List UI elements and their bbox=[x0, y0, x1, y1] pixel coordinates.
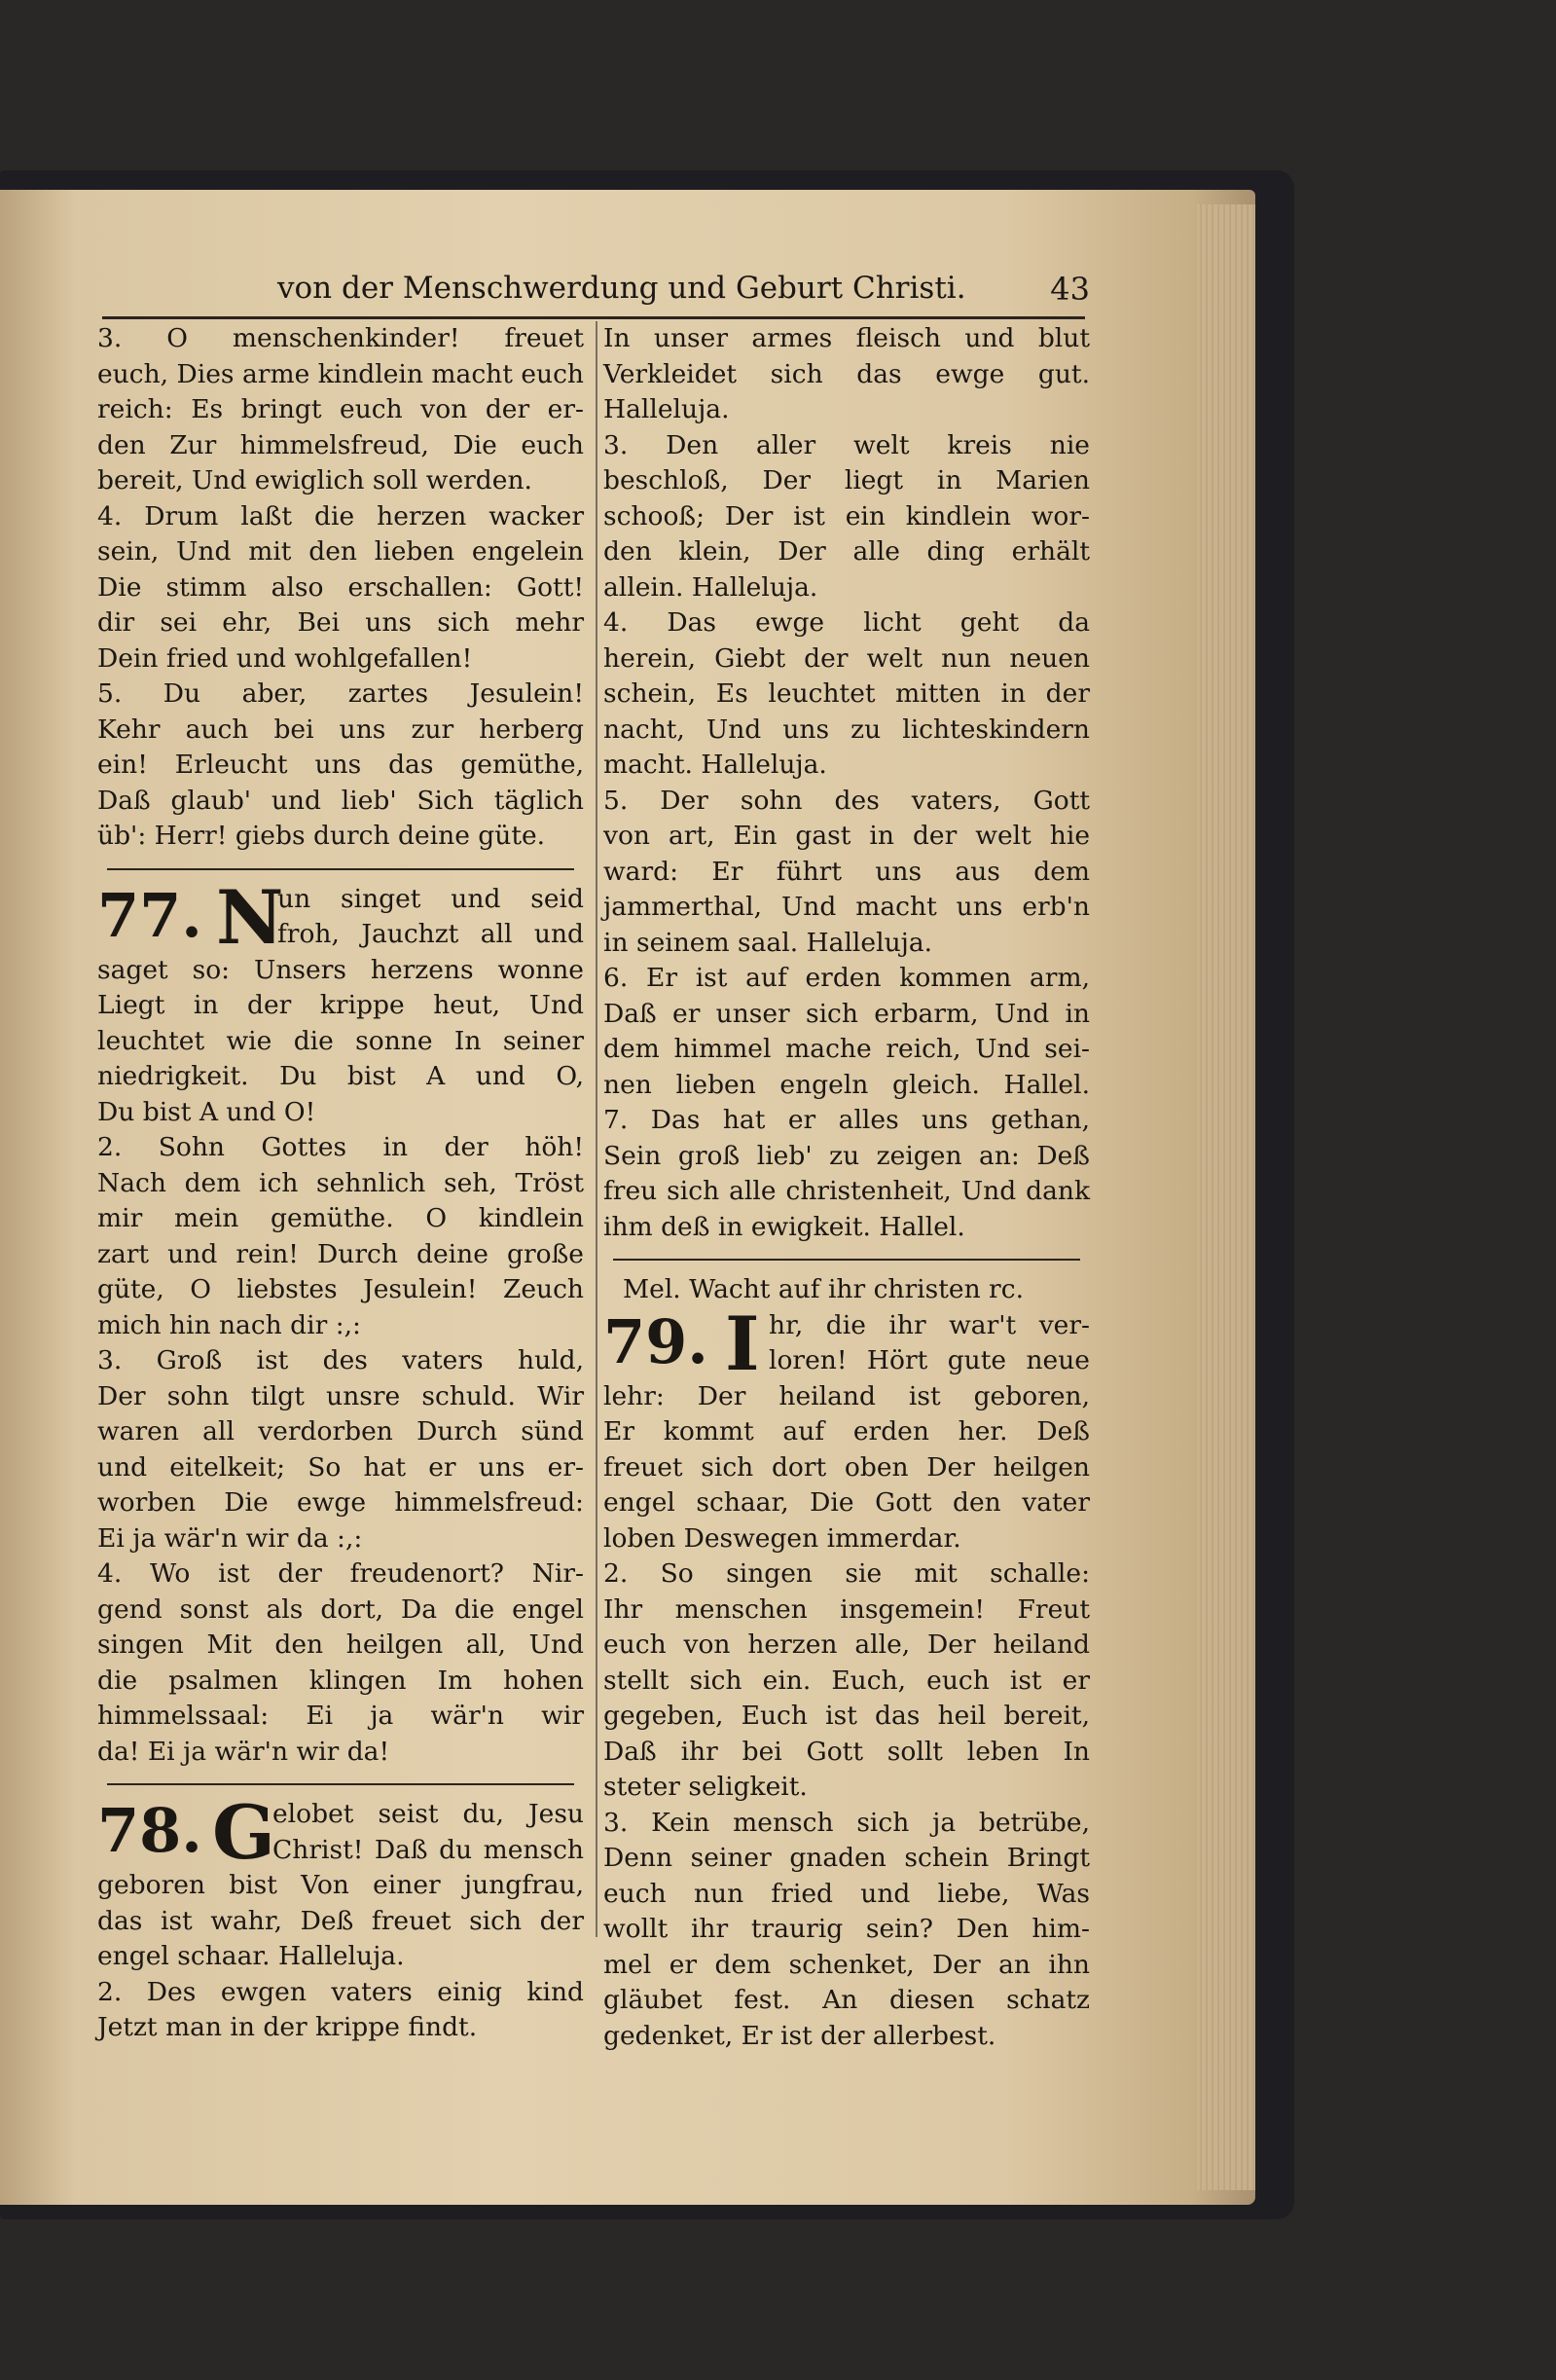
text-line: Ei ja wär'n wir da :,: bbox=[97, 1522, 363, 1554]
text-line: freuet sich dort oben Der heilgen bbox=[603, 1451, 1090, 1483]
text-line: und eitelkeit; So hat er uns er- bbox=[97, 1451, 584, 1483]
text-line: In unser armes fleisch und blut bbox=[603, 323, 1090, 353]
text-line: sein, Und mit den lieben engelein bbox=[97, 536, 584, 567]
text-line: Verkleidet sich das ewge gut. bbox=[603, 358, 1090, 389]
text-line: Christ! Daß du mensch bbox=[272, 1834, 584, 1865]
text-line: himmelssaal: Ei ja wär'n wir bbox=[97, 1701, 584, 1731]
text-line: loben Deswegen immerdar. bbox=[603, 1522, 961, 1554]
text-line: ein! Erleucht uns das gemüthe, bbox=[97, 750, 584, 780]
page-edges bbox=[1197, 204, 1255, 2190]
text-line: gegeben, Euch ist das heil bereit, bbox=[603, 1701, 1090, 1731]
text-line: saget so: Unsers herzens wonne bbox=[97, 954, 584, 985]
text-line: elobet seist du, Jesu bbox=[272, 1799, 584, 1829]
text-line: worben Die ewge himmelsfreud: bbox=[97, 1487, 584, 1518]
text-line: in seinem saal. Halleluja. bbox=[603, 927, 933, 958]
text-line: loren! Hört gute neue bbox=[769, 1345, 1090, 1375]
text-line: 2. Sohn Gottes in der höh! bbox=[97, 1132, 584, 1162]
text-line: 4. Das ewge licht geht da bbox=[603, 607, 1090, 638]
text-line: Daß glaub' und lieb' Sich täglich bbox=[97, 785, 584, 816]
drop-cap: I bbox=[725, 1300, 760, 1387]
text-line: 3. Groß ist des vaters huld, bbox=[97, 1345, 584, 1375]
right-column bbox=[603, 321, 1090, 2054]
text-line: beschloß, Der liegt in Marien bbox=[603, 465, 1090, 495]
text-line: steter seligkeit. bbox=[603, 1772, 808, 1802]
hymn-78-text bbox=[97, 1868, 584, 2046]
text-line: 3. O menschenkinder! freuet bbox=[97, 323, 584, 353]
text-line: mich hin nach dir :,: bbox=[97, 1309, 361, 1340]
text-line: herein, Giebt der welt nun neuen bbox=[603, 642, 1090, 674]
text-line: euch von herzen alle, Der heiland bbox=[603, 1629, 1090, 1660]
text-line: gend sonst als dort, Da die engel bbox=[97, 1593, 584, 1625]
text-line: 2. So singen sie mit schalle: bbox=[603, 1558, 1090, 1589]
header-rule bbox=[102, 316, 1085, 319]
hymn-77-start bbox=[97, 873, 584, 961]
text-line: macht. Halleluja. bbox=[603, 750, 827, 780]
text-line: ward: Er führt uns aus dem bbox=[603, 856, 1090, 887]
hymn-79-text bbox=[603, 1379, 1090, 2055]
text-line: güte, O liebstes Jesulein! Zeuch bbox=[97, 1274, 584, 1304]
text-line: stellt sich ein. Euch, euch ist er bbox=[603, 1665, 1090, 1696]
running-title: von der Menschwerdung und Geburt Christi. bbox=[277, 271, 966, 306]
text-line: üb': Herr! giebs durch deine güte. bbox=[97, 821, 546, 851]
text-line: leuchtet wie die sonne In seiner bbox=[97, 1025, 584, 1056]
text-line: geboren bist Von einer jungfrau, bbox=[97, 1870, 584, 1900]
text-line: Denn seiner gnaden schein Bringt bbox=[603, 1843, 1090, 1873]
text-line: waren all verdorben Durch sünd bbox=[97, 1416, 584, 1446]
text-line: schein, Es leuchtet mitten in der bbox=[603, 678, 1090, 709]
hymn-77-text bbox=[97, 953, 584, 1771]
text-line: das ist wahr, Deß freuet sich der bbox=[97, 1905, 584, 1936]
text-line: euch, Dies arme kindlein macht euch bbox=[97, 358, 584, 389]
hymn-78-start bbox=[97, 1789, 584, 1876]
text-line: schooß; Der ist ein kindlein wor- bbox=[603, 500, 1090, 531]
text-line: euch nun fried und liebe, Was bbox=[603, 1878, 1090, 1909]
text-line: un singet und seid bbox=[277, 883, 584, 914]
hymn-number: 78. bbox=[97, 1795, 202, 1866]
text-line: 5. Du aber, zartes Jesulein! bbox=[97, 678, 584, 709]
text-line: allein. Halleluja. bbox=[603, 571, 818, 603]
text-line: reich: Es bringt euch von der er- bbox=[97, 394, 584, 424]
hymn-76-continuation bbox=[97, 321, 584, 855]
text-line: Jetzt man in der krippe findt. bbox=[97, 2012, 478, 2042]
text-line: dir sei ehr, Bei uns sich mehr bbox=[97, 607, 584, 638]
text-line: 3. Den aller welt kreis nie bbox=[603, 429, 1090, 460]
text-line: Daß er unser sich erbarm, Und in bbox=[603, 998, 1090, 1029]
text-line: niedrigkeit. Du bist A und O, bbox=[97, 1061, 584, 1091]
text-line: gläubet fest. An diesen schatz bbox=[603, 1985, 1090, 2015]
text-line: 6. Er ist auf erden kommen arm, bbox=[603, 963, 1090, 993]
page-header bbox=[107, 265, 1090, 319]
hymn-separator bbox=[107, 868, 574, 870]
text-line: da! Ei ja wär'n wir da! bbox=[97, 1736, 390, 1767]
hymn-79-start bbox=[603, 1300, 1090, 1387]
melody-note: Mel. Wacht auf ihr christen rc. bbox=[623, 1274, 1024, 1304]
text-line: gedenket, Er ist der allerbest. bbox=[603, 2020, 996, 2051]
text-line: 4. Wo ist der freudenort? Nir- bbox=[97, 1558, 584, 1589]
text-line: Kehr auch bei uns zur herberg bbox=[97, 714, 584, 745]
text-line: die psalmen klingen Im hohen bbox=[97, 1665, 584, 1696]
text-line: froh, Jauchzt all und bbox=[277, 919, 584, 949]
text-line: engel schaar. Halleluja. bbox=[97, 1941, 405, 1971]
hymn-number: 77. bbox=[97, 879, 202, 951]
text-line: den Zur himmelsfreud, Die euch bbox=[97, 429, 584, 460]
column-divider bbox=[596, 321, 597, 1937]
left-column bbox=[97, 321, 584, 2046]
text-line: nacht, Und uns zu lichteskindern bbox=[603, 714, 1090, 745]
drop-cap: G bbox=[212, 1789, 275, 1876]
text-line: ihm deß in ewigkeit. Hallel. bbox=[603, 1211, 965, 1242]
text-line: 2. Des ewgen vaters einig kind bbox=[97, 1976, 584, 2007]
hymn-number: 79. bbox=[603, 1305, 708, 1377]
text-line: hr, die ihr war't ver- bbox=[769, 1309, 1090, 1340]
text-line: Daß ihr bei Gott sollt leben In bbox=[603, 1736, 1090, 1767]
hymn-78-continuation bbox=[603, 321, 1090, 1245]
text-line: Nach dem ich sehnlich seh, Tröst bbox=[97, 1167, 584, 1198]
hymn-separator bbox=[107, 1783, 574, 1785]
text-line: bereit, Und ewiglich soll werden. bbox=[97, 465, 532, 495]
text-line: engel schaar, Die Gott den vater bbox=[603, 1487, 1090, 1518]
text-line: von art, Ein gast in der welt hie bbox=[603, 821, 1090, 851]
text-line: Du bist A und O! bbox=[97, 1096, 316, 1127]
text-line: lehr: Der heiland ist geboren, bbox=[603, 1380, 1090, 1411]
text-line: freu sich alle christenheit, Und dank bbox=[603, 1176, 1090, 1206]
text-line: Die stimm also erschallen: Gott! bbox=[97, 571, 584, 603]
text-line: Der sohn tilgt unsre schuld. Wir bbox=[97, 1380, 584, 1411]
hymn-separator bbox=[613, 1259, 1080, 1261]
text-line: Liegt in der krippe heut, Und bbox=[97, 990, 584, 1020]
drop-cap: N bbox=[216, 873, 284, 961]
text-line: singen Mit den heilgen all, Und bbox=[97, 1629, 584, 1660]
text-line: zart und rein! Durch deine große bbox=[97, 1238, 584, 1269]
text-line: nen lieben engeln gleich. Hallel. bbox=[603, 1069, 1090, 1100]
text-line: mir mein gemüthe. O kindlein bbox=[97, 1203, 584, 1233]
text-line: Halleluja. bbox=[603, 394, 730, 424]
text-line: 3. Kein mensch sich ja betrübe, bbox=[603, 1807, 1090, 1838]
text-line: Sein groß lieb' zu zeigen an: Deß bbox=[603, 1140, 1090, 1171]
text-line: 7. Das hat er alles uns gethan, bbox=[603, 1105, 1090, 1135]
text-line: Dein fried und wohlgefallen! bbox=[97, 642, 473, 674]
text-line: Ihr menschen insgemein! Freut bbox=[603, 1593, 1090, 1625]
text-line: jammerthal, Und macht uns erb'n bbox=[603, 892, 1090, 922]
text-line: Er kommt auf erden her. Deß bbox=[603, 1416, 1090, 1446]
text-line: mel er dem schenket, Der an ihn bbox=[603, 1949, 1090, 1980]
text-line: den klein, Der alle ding erhält bbox=[603, 536, 1090, 567]
text-line: dem himmel mache reich, Und sei- bbox=[603, 1034, 1090, 1064]
text-line: wollt ihr traurig sein? Den him- bbox=[603, 1914, 1090, 1944]
text-line: 4. Drum laßt die herzen wacker bbox=[97, 500, 584, 531]
text-line: 5. Der sohn des vaters, Gott bbox=[603, 785, 1090, 816]
page-number: 43 bbox=[1050, 271, 1090, 308]
